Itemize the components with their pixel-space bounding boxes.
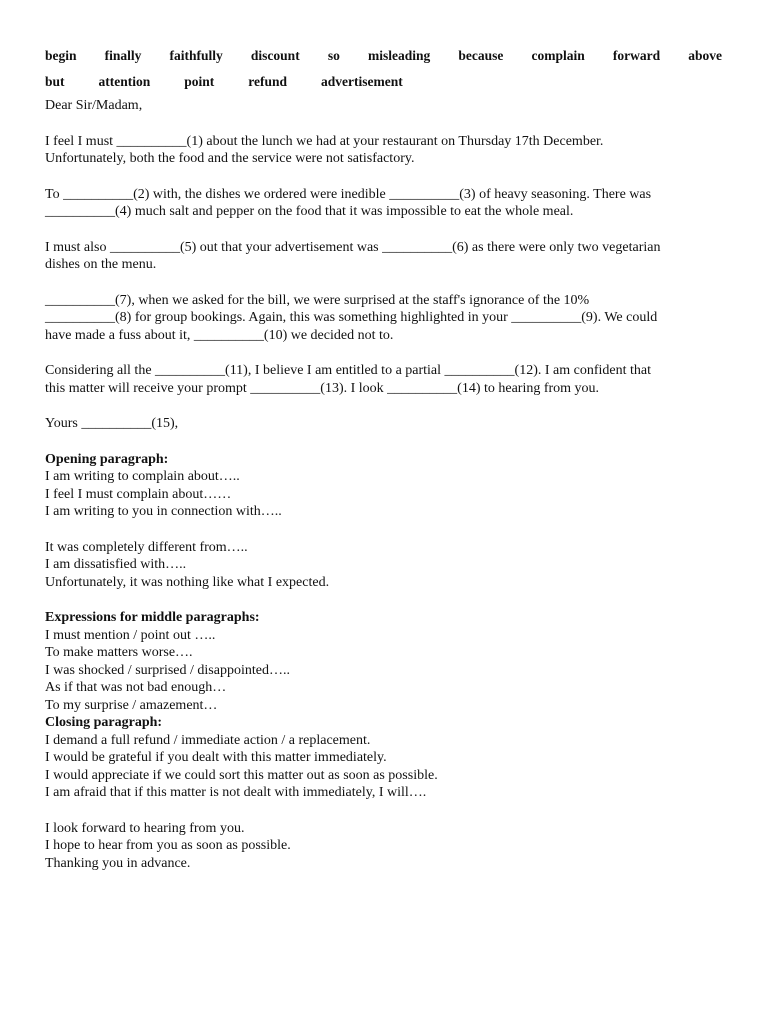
word-bank-item: complain bbox=[531, 48, 585, 63]
expression-line: I am writing to complain about….. bbox=[45, 469, 240, 484]
word-bank-item: refund bbox=[248, 74, 288, 89]
closing-group-1 bbox=[45, 732, 722, 802]
letter-line: Considering all the __________(11), I believe I am entitled to a partial __________(12). I am confident that bbox=[45, 363, 651, 378]
expression-line: I feel I must complain about…… bbox=[45, 486, 232, 502]
expression-line: I was shocked / surprised / disappointed….. bbox=[45, 662, 290, 678]
letter-line: To __________(2) with, the dishes we ordered were inedible __________(3) of heavy seasoning. There was bbox=[45, 186, 652, 202]
middle-heading: Expressions for middle paragraphs: bbox=[45, 610, 260, 625]
opening-heading: Opening paragraph: bbox=[45, 451, 169, 467]
expression-line: It was completely different from….. bbox=[45, 539, 248, 555]
word-bank-row-1 bbox=[45, 45, 722, 71]
expression-line: I look forward to hearing from you. bbox=[45, 820, 245, 836]
letter-greeting: Dear Sir/Madam, bbox=[45, 98, 143, 113]
middle-section bbox=[45, 609, 722, 714]
letter-line: have made a fuss about it, __________(10) we decided not to. bbox=[45, 327, 394, 343]
opening-section bbox=[45, 451, 722, 592]
expression-line: I would appreciate if we could sort this matter out as soon as possible. bbox=[45, 767, 438, 783]
expression-line: I must mention / point out ….. bbox=[45, 627, 216, 643]
letter-line: this matter will receive your prompt __________(13). I look __________(14) to hearing from you. bbox=[45, 380, 600, 396]
expression-line: I would be grateful if you dealt with this matter immediately. bbox=[45, 750, 387, 765]
expression-line: I hope to hear from you as soon as possible. bbox=[45, 838, 291, 853]
letter-paragraph-4 bbox=[45, 292, 722, 345]
word-bank-item: but bbox=[45, 74, 65, 89]
expression-line: As if that was not bad enough… bbox=[45, 680, 227, 695]
letter-line: I feel I must __________(1) about the lunch we had at your restaurant on Thursday 17th December. bbox=[45, 133, 604, 149]
word-bank-item: above bbox=[688, 48, 722, 63]
word-bank-item: attention bbox=[98, 74, 151, 89]
letter-line: dishes on the menu. bbox=[45, 257, 157, 272]
letter-line: __________(4) much salt and pepper on the food that it was impossible to eat the whole meal. bbox=[45, 204, 574, 219]
word-bank-item: finally bbox=[104, 48, 142, 63]
letter-line: Unfortunately, both the food and the service were not satisfactory. bbox=[45, 151, 415, 166]
expression-line: I am dissatisfied with….. bbox=[45, 557, 187, 572]
word-bank bbox=[45, 45, 722, 97]
letter-closing: Yours __________(15), bbox=[45, 416, 179, 431]
letter-paragraph-5 bbox=[45, 362, 722, 397]
word-bank-item: point bbox=[184, 74, 215, 89]
expression-line: Thanking you in advance. bbox=[45, 855, 191, 871]
closing-heading: Closing paragraph: bbox=[45, 715, 163, 730]
word-bank-item: begin bbox=[45, 48, 77, 63]
opening-group-2 bbox=[45, 539, 722, 592]
letter bbox=[45, 97, 722, 433]
letter-paragraph-2 bbox=[45, 186, 722, 221]
letter-paragraph-3 bbox=[45, 239, 722, 274]
word-bank-item: misleading bbox=[367, 48, 431, 63]
expression-line: Unfortunately, it was nothing like what I expected. bbox=[45, 574, 330, 590]
expression-line: I am afraid that if this matter is not dealt with immediately, I will…. bbox=[45, 785, 427, 800]
word-bank-item: advertisement bbox=[321, 74, 403, 89]
expression-line: To my surprise / amazement… bbox=[45, 697, 218, 713]
word-bank-item: so bbox=[327, 48, 340, 63]
expression-line: I demand a full refund / immediate action / a replacement. bbox=[45, 732, 371, 748]
expression-line: To make matters worse…. bbox=[45, 645, 193, 660]
opening-group-1 bbox=[45, 468, 722, 521]
word-bank-item: forward bbox=[612, 48, 661, 63]
word-bank-row-2 bbox=[45, 71, 722, 97]
document-page bbox=[45, 45, 722, 890]
letter-paragraph-1 bbox=[45, 133, 722, 168]
word-bank-item: faithfully bbox=[169, 48, 223, 63]
expression-line: I am writing to you in connection with….. bbox=[45, 504, 282, 519]
letter-line: I must also __________(5) out that your advertisement was __________(6) as there were only two vegetarian bbox=[45, 239, 661, 255]
letter-line: __________(8) for group bookings. Again, this was something highlighted in your __________(9). We could bbox=[45, 310, 658, 325]
letter-line: __________(7), when we asked for the bill, we were surprised at the staff's ignorance of the 10% bbox=[45, 292, 590, 308]
closing-section bbox=[45, 714, 722, 872]
middle-group bbox=[45, 627, 722, 715]
closing-group-2 bbox=[45, 820, 722, 873]
word-bank-item: because bbox=[458, 48, 504, 63]
word-bank-item: discount bbox=[250, 48, 300, 63]
